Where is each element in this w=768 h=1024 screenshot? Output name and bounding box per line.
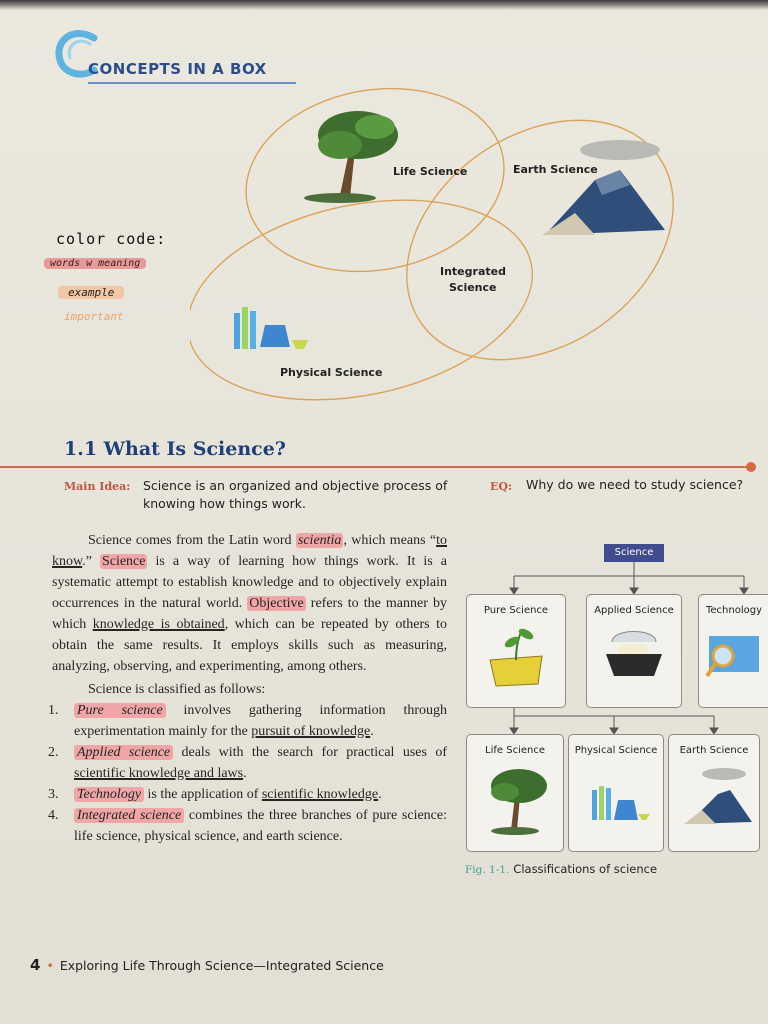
page-edge-shadow: [0, 0, 768, 10]
classification-list: [48, 700, 447, 847]
volcano-icon: [674, 760, 754, 836]
box-label: Technology: [705, 605, 762, 616]
list-item: [48, 742, 447, 784]
text-run: is the application of: [144, 787, 262, 802]
list-term: Pure science: [74, 703, 166, 718]
physical-science-box: [568, 734, 664, 852]
venn-diagram: [190, 85, 710, 405]
color-code-item-words: words w meaning: [44, 258, 146, 269]
tree-illustration: [304, 111, 398, 203]
steamer-pot-icon: [594, 620, 674, 690]
earth-science-box: [668, 734, 760, 852]
latin-word: scientia: [297, 533, 342, 548]
text-run: .”: [82, 554, 100, 569]
text-run: , which means “: [343, 533, 437, 548]
underlined-phrase: pursuit of knowledge: [251, 724, 371, 739]
list-number: 4.: [48, 808, 59, 823]
main-idea-label: Main Idea:: [64, 480, 131, 493]
section-rule-dot: [746, 462, 756, 472]
footer-bullet: •: [46, 958, 54, 973]
list-term: Applied science: [74, 745, 173, 760]
page-number: 4: [30, 956, 41, 974]
list-number: 1.: [48, 703, 59, 718]
list-number: 3.: [48, 787, 59, 802]
list-item: [48, 700, 447, 742]
text-run: refers to the manner by which: [52, 596, 447, 632]
color-code-title: color code:: [56, 230, 167, 248]
venn-label-integrated-1: Integrated: [440, 265, 506, 278]
box-label: Physical Science: [574, 745, 658, 756]
lab-glassware-illustration: [234, 307, 308, 349]
box-label: Earth Science: [679, 745, 749, 756]
text-run: combines the three branches of pure science: life science, physical science, and earth science.: [74, 808, 447, 844]
paragraph-classified: Science is classified as follows:: [88, 682, 266, 697]
tree-icon: [475, 760, 555, 836]
figure-caption-text: Classifications of science: [513, 862, 658, 876]
test-tubes-icon: [576, 760, 656, 836]
knowledge-phrase: knowledge is obtained: [92, 617, 225, 632]
text-run: , which can be repeated by others to obtain the same results. It employs skills such as measuring, analyzing, observing, and experimenting, among others.: [52, 617, 447, 674]
color-code-item-important: important: [64, 310, 124, 323]
magnifier-icon: [699, 620, 768, 690]
pure-science-box: [466, 594, 566, 708]
science-term: Science: [101, 554, 146, 569]
classification-diagram: [462, 538, 768, 868]
page-footer: [30, 956, 384, 974]
concepts-title: CONCEPTS IN A BOX: [88, 60, 267, 78]
venn-label-life: Life Science: [393, 165, 468, 178]
life-science-box: [466, 734, 564, 852]
paragraph-definition: [52, 530, 447, 677]
text-run: deals with the search for practical uses of: [173, 745, 447, 760]
venn-label-earth: Earth Science: [513, 163, 598, 176]
seedling-icon: [476, 620, 556, 690]
main-idea-text: Science is an organized and objective process of knowing how things work.: [143, 478, 448, 511]
list-term: Technology: [74, 787, 144, 802]
text-run: involves gathering information through experimentation mainly for the: [74, 703, 447, 739]
text-run: is a way of learning how things work. It is a systematic attempt to establish knowledge and to objectively explain occurrences in the natural world.: [52, 554, 447, 611]
objective-term: Objective: [249, 596, 304, 611]
technology-box: [698, 594, 768, 708]
box-label: Life Science: [485, 745, 545, 756]
text-run: Science comes from the Latin word: [88, 533, 296, 548]
color-code-item-example: example: [58, 286, 124, 299]
concepts-underline: [88, 82, 296, 84]
to-know-phrase: to know: [52, 533, 447, 569]
underlined-phrase: scientific knowledge: [261, 787, 379, 802]
body-text: [48, 530, 447, 847]
list-term: Integrated science: [74, 808, 184, 823]
box-label: Applied Science: [594, 605, 674, 616]
section-rule: [0, 466, 752, 468]
list-number: 2.: [48, 745, 59, 760]
science-root-box: Science: [604, 544, 664, 562]
book-title: Exploring Life Through Science—Integrated Science: [59, 958, 384, 973]
venn-earth-circle: [361, 85, 710, 405]
text-run: .: [243, 766, 247, 781]
eq-text: Why do we need to study science?: [526, 477, 744, 492]
text-run: .: [378, 787, 382, 802]
applied-science-box: [586, 594, 682, 708]
box-label: Pure Science: [483, 605, 549, 616]
venn-label-integrated-2: Science: [449, 281, 497, 294]
figure-number: Fig. 1-1.: [465, 864, 510, 876]
section-title: 1.1 What Is Science?: [64, 438, 286, 460]
underlined-phrase: scientific knowledge and laws: [74, 766, 244, 781]
figure-caption: [465, 862, 657, 876]
list-item: [48, 805, 447, 847]
eq-label: EQ:: [490, 480, 513, 493]
text-run: .: [370, 724, 374, 739]
venn-label-physical: Physical Science: [280, 366, 383, 379]
volcano-illustration: [542, 140, 665, 235]
list-item: [48, 784, 447, 805]
